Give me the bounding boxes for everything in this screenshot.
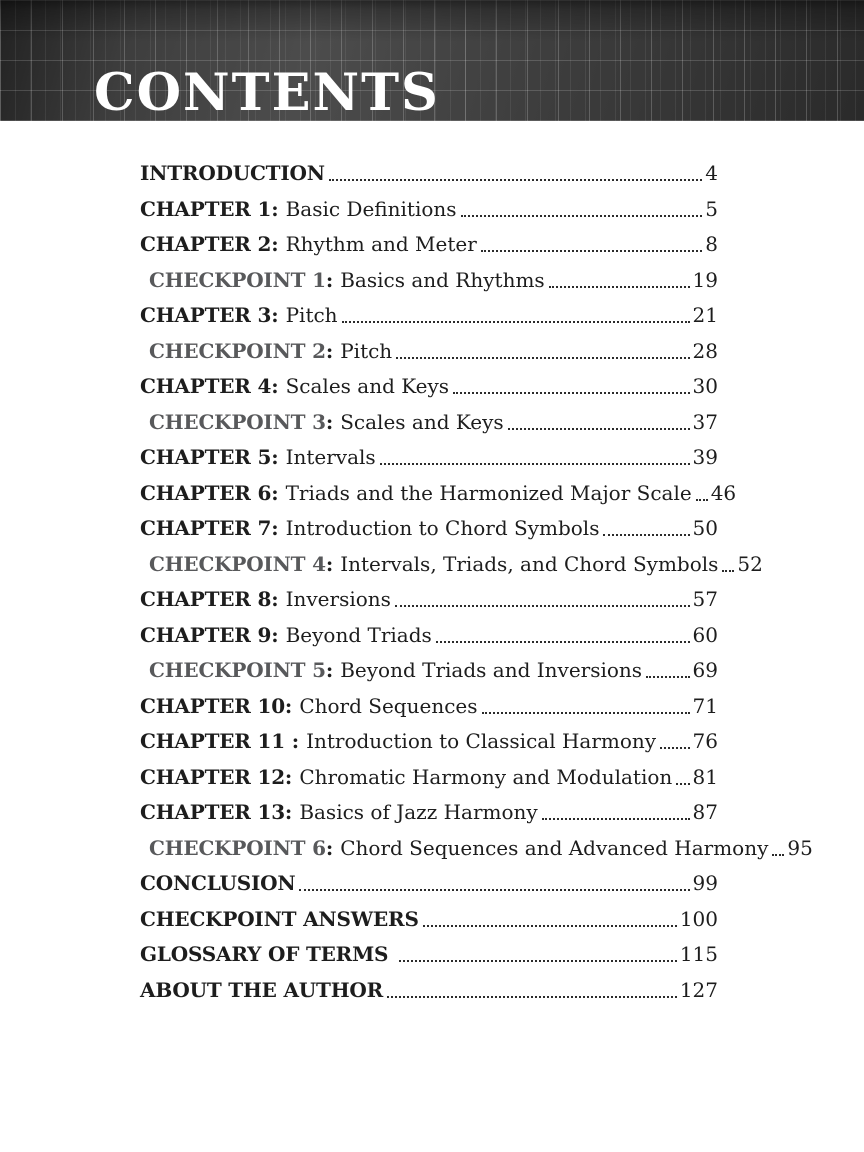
- toc-entry: [140, 943, 718, 966]
- entry-label: CHECKPOINT 5: [149, 658, 326, 682]
- entry-label: CHAPTER 4: [140, 374, 272, 398]
- dot-leader: [481, 250, 702, 252]
- dot-leader: [387, 996, 677, 998]
- dot-leader: [299, 889, 689, 891]
- entry-title: Basic Definitions: [285, 196, 457, 221]
- toc-entry: [140, 375, 718, 398]
- entry-separator: :: [325, 409, 334, 434]
- dot-leader: [772, 854, 784, 856]
- entry-label: CHAPTER 3: [140, 303, 272, 327]
- entry-page: 81: [692, 764, 718, 789]
- page-header: [0, 0, 864, 121]
- entry-label: CHAPTER 2: [140, 232, 272, 256]
- entry-title: Triads and the Harmonized Major Scale: [285, 480, 692, 505]
- dot-leader: [676, 783, 689, 785]
- entry-page: 60: [692, 622, 718, 647]
- entry-title: Scales and Keys: [285, 374, 450, 398]
- toc-entry: [140, 730, 718, 753]
- entry-separator: :: [325, 551, 334, 576]
- entry-separator: :: [325, 338, 334, 363]
- entry-page: 71: [692, 693, 718, 718]
- table-of-contents: [0, 121, 864, 1002]
- contents-title: CONTENTS: [94, 63, 440, 123]
- toc-entry: [140, 198, 718, 221]
- entry-page: 99: [692, 871, 718, 895]
- toc-entry: [140, 624, 718, 647]
- entry-title: Basics of Jazz Harmony: [299, 800, 538, 824]
- entry-label: CHAPTER 11: [140, 729, 292, 753]
- entry-separator: :: [271, 480, 279, 505]
- entry-page: 52: [737, 551, 763, 576]
- entry-label: GLOSSARY OF TERMS: [140, 942, 396, 966]
- entry-title: Inversions: [285, 587, 391, 611]
- toc-entry: [140, 872, 718, 895]
- entry-title: Introduction to Chord Symbols: [285, 516, 600, 540]
- entry-title: Chord Sequences: [299, 693, 478, 718]
- entry-label: CHAPTER 5: [140, 445, 272, 469]
- toc-entry: [140, 162, 718, 185]
- toc-entry: [140, 480, 737, 505]
- entry-page: 8: [705, 232, 718, 256]
- entry-page: 5: [705, 196, 718, 221]
- dot-leader: [660, 747, 689, 749]
- toc-entry: [140, 446, 718, 469]
- entry-label: CHAPTER 1: [140, 196, 272, 221]
- entry-page: 28: [692, 338, 718, 363]
- entry-label: ABOUT THE AUTHOR: [140, 977, 384, 1002]
- entry-separator: :: [284, 764, 293, 789]
- dot-leader: [380, 463, 690, 465]
- entry-label: CHECKPOINT 6: [149, 835, 326, 860]
- dot-leader: [603, 534, 689, 536]
- dot-leader: [329, 179, 702, 181]
- entry-page: 57: [692, 587, 718, 611]
- entry-label: CHECKPOINT 4: [149, 551, 326, 576]
- entry-title: Intervals, Triads, and Chord Symbols: [340, 551, 719, 576]
- entry-title: Scales and Keys: [340, 409, 504, 434]
- entry-label: INTRODUCTION: [140, 161, 325, 185]
- entry-page: 19: [692, 267, 718, 292]
- entry-page: 95: [787, 835, 813, 860]
- entry-page: 30: [692, 374, 718, 398]
- dot-leader: [508, 428, 690, 430]
- dot-leader: [482, 712, 690, 714]
- entry-separator: :: [284, 800, 293, 824]
- entry-separator: :: [271, 587, 279, 611]
- toc-entry: [140, 269, 718, 292]
- entry-separator: :: [284, 693, 293, 718]
- toc-entry: [140, 304, 718, 327]
- entry-page: 87: [692, 800, 718, 824]
- entry-separator: :: [271, 445, 279, 469]
- entry-label: CHAPTER 13: [140, 800, 285, 824]
- toc-entry: [140, 340, 718, 363]
- entry-title: Rhythm and Meter: [285, 232, 477, 256]
- entry-title: Intervals: [285, 445, 376, 469]
- entry-separator: :: [325, 835, 334, 860]
- entry-label: CHAPTER 10: [140, 693, 285, 718]
- entry-title: Chord Sequences and Advanced Harmony: [340, 835, 769, 860]
- dot-leader: [722, 570, 734, 572]
- entry-label: CHECKPOINT 1: [149, 267, 326, 292]
- entry-title: Basics and Rhythms: [340, 267, 545, 292]
- dot-leader: [396, 357, 689, 359]
- entry-title: Chromatic Harmony and Modulation: [299, 764, 673, 789]
- entry-page: 69: [692, 658, 718, 682]
- toc-entry: [140, 835, 813, 860]
- entry-title: Beyond Triads: [285, 622, 432, 647]
- entry-title: Introduction to Classical Harmony: [306, 729, 657, 753]
- entry-page: 39: [692, 445, 718, 469]
- toc-entry: [140, 517, 718, 540]
- entry-page: 37: [692, 409, 718, 434]
- dot-leader: [436, 641, 690, 643]
- entry-page: 46: [710, 480, 737, 505]
- entry-label: CHAPTER 7: [140, 516, 272, 540]
- entry-page: 100: [679, 906, 718, 931]
- dot-leader: [342, 321, 690, 323]
- entry-label: CHAPTER 6: [140, 480, 272, 505]
- toc-entry: [140, 411, 718, 434]
- entry-separator: :: [325, 658, 334, 682]
- toc-entry: [140, 695, 718, 718]
- entry-separator: :: [271, 196, 279, 221]
- entry-title: Pitch: [285, 303, 338, 327]
- entry-label: CHECKPOINT ANSWERS: [140, 906, 419, 931]
- dot-leader: [542, 818, 690, 820]
- dot-leader: [395, 605, 690, 607]
- entry-separator: :: [325, 267, 334, 292]
- entry-label: CHAPTER 12: [140, 764, 285, 789]
- entry-label: CHAPTER 9: [140, 622, 272, 647]
- dot-leader: [423, 925, 677, 927]
- toc-entry: [140, 801, 718, 824]
- toc-entry: [140, 233, 718, 256]
- entry-separator: :: [271, 303, 279, 327]
- toc-entry: [140, 979, 718, 1002]
- toc-entry: [140, 551, 763, 576]
- entry-title: Pitch: [340, 338, 393, 363]
- entry-separator: :: [271, 232, 279, 256]
- toc-entry: [140, 659, 718, 682]
- entry-page: 127: [679, 977, 718, 1002]
- entry-label: CONCLUSION: [140, 871, 296, 895]
- entry-separator: :: [291, 729, 300, 753]
- dot-leader: [399, 960, 677, 962]
- entry-page: 115: [679, 942, 718, 966]
- entry-separator: :: [271, 516, 279, 540]
- dot-leader: [453, 392, 690, 394]
- dot-leader: [549, 286, 690, 288]
- entry-label: CHECKPOINT 3: [149, 409, 326, 434]
- entry-page: 50: [692, 516, 718, 540]
- dot-leader: [646, 676, 689, 678]
- entry-page: 4: [705, 161, 718, 185]
- toc-entry: [140, 588, 718, 611]
- entry-label: CHECKPOINT 2: [149, 338, 326, 363]
- entry-separator: :: [271, 622, 279, 647]
- entry-separator: :: [271, 374, 279, 398]
- dot-leader: [461, 215, 703, 217]
- entry-label: CHAPTER 8: [140, 587, 272, 611]
- toc-entry: [140, 766, 718, 789]
- toc-entry: [140, 908, 718, 931]
- entry-page: 21: [692, 303, 718, 327]
- dot-leader: [696, 499, 708, 501]
- entry-title: Beyond Triads and Inversions: [340, 658, 643, 682]
- entry-page: 76: [692, 729, 718, 753]
